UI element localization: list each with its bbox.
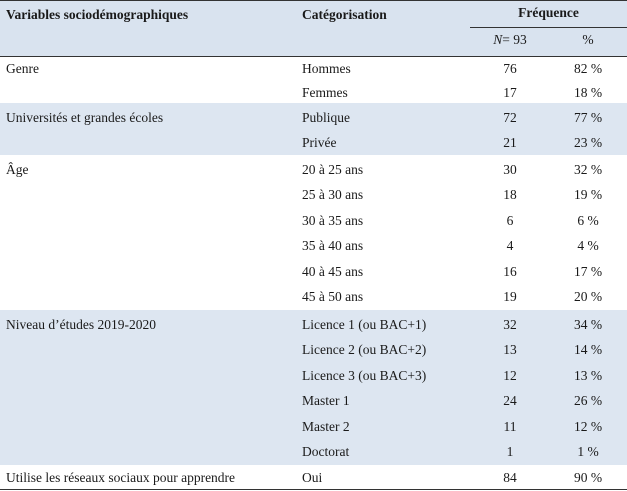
count-cell: 17 [503, 85, 517, 100]
header-categorisation: Catégorisation [302, 7, 387, 22]
category-cell: Publique [302, 110, 351, 125]
count-cell: 1 [506, 444, 514, 459]
subheader-n-label: N [493, 32, 503, 47]
group-label: Niveau d’études 2019-2020 [6, 317, 156, 332]
category-cell: Master 1 [302, 393, 350, 408]
percent-cell: 17 % [573, 264, 603, 279]
percent-cell: 6 % [577, 213, 599, 228]
count-cell: 18 [503, 187, 517, 202]
subheader-percent: % [582, 32, 594, 47]
percent-cell: 26 % [573, 393, 603, 408]
table-header [0, 0, 627, 56]
group-genre [0, 57, 627, 103]
subheader-n [470, 33, 550, 47]
bottom-rule [0, 489, 627, 490]
percent-cell: 34 % [573, 317, 603, 332]
count-cell: 30 [503, 162, 517, 177]
percent-cell: 90 % [573, 470, 603, 485]
group-niveau-etudes [0, 310, 627, 465]
category-cell: 25 à 30 ans [302, 187, 364, 202]
category-cell: Hommes [302, 61, 351, 76]
category-cell: Doctorat [302, 444, 350, 459]
count-cell: 32 [503, 317, 517, 332]
percent-cell: 12 % [573, 419, 603, 434]
percent-cell: 19 % [573, 187, 603, 202]
group-label: Genre [6, 61, 39, 76]
group-reseaux-sociaux [0, 465, 627, 490]
count-cell: 72 [503, 110, 517, 125]
count-cell: 76 [503, 61, 517, 76]
category-cell: Femmes [302, 85, 348, 100]
count-cell: 19 [503, 289, 517, 304]
category-cell: Oui [302, 470, 323, 485]
count-cell: 16 [503, 264, 517, 279]
header-subrule [470, 27, 627, 28]
category-cell: 45 à 50 ans [302, 289, 364, 304]
group-label: Universités et grandes écoles [6, 110, 164, 125]
group-universites [0, 103, 627, 155]
category-cell: Licence 2 (ou BAC+2) [302, 342, 427, 357]
category-cell: Master 2 [302, 419, 350, 434]
count-cell: 12 [503, 368, 517, 383]
group-age [0, 155, 627, 310]
percent-cell: 1 % [577, 444, 599, 459]
top-rule [0, 0, 627, 1]
percent-cell: 20 % [573, 289, 603, 304]
category-cell: 30 à 35 ans [302, 213, 364, 228]
count-cell: 84 [503, 470, 517, 485]
percent-cell: 82 % [573, 61, 603, 76]
category-cell: 40 à 45 ans [302, 264, 364, 279]
percent-cell: 18 % [573, 85, 603, 100]
percent-cell: 4 % [577, 238, 599, 253]
category-cell: Licence 1 (ou BAC+1) [302, 317, 427, 332]
count-cell: 4 [506, 238, 514, 253]
count-cell: 11 [503, 419, 517, 434]
count-cell: 6 [506, 213, 514, 228]
count-cell: 24 [503, 393, 517, 408]
percent-cell: 14 % [573, 342, 603, 357]
group-label: Utilise les réseaux sociaux pour apprendre [6, 470, 236, 485]
subheader-n-value: = 93 [502, 32, 527, 47]
category-cell: 35 à 40 ans [302, 238, 364, 253]
category-cell: Privée [302, 135, 337, 150]
percent-cell: 13 % [573, 368, 603, 383]
percent-cell: 32 % [573, 162, 603, 177]
count-cell: 21 [503, 135, 517, 150]
count-cell: 13 [503, 342, 517, 357]
group-label: Âge [6, 162, 29, 177]
header-frequence: Fréquence [518, 5, 579, 20]
header-variables: Variables sociodémographiques [6, 7, 189, 22]
category-cell: Licence 3 (ou BAC+3) [302, 368, 427, 383]
percent-cell: 77 % [573, 110, 603, 125]
category-cell: 20 à 25 ans [302, 162, 364, 177]
percent-cell: 23 % [573, 135, 603, 150]
